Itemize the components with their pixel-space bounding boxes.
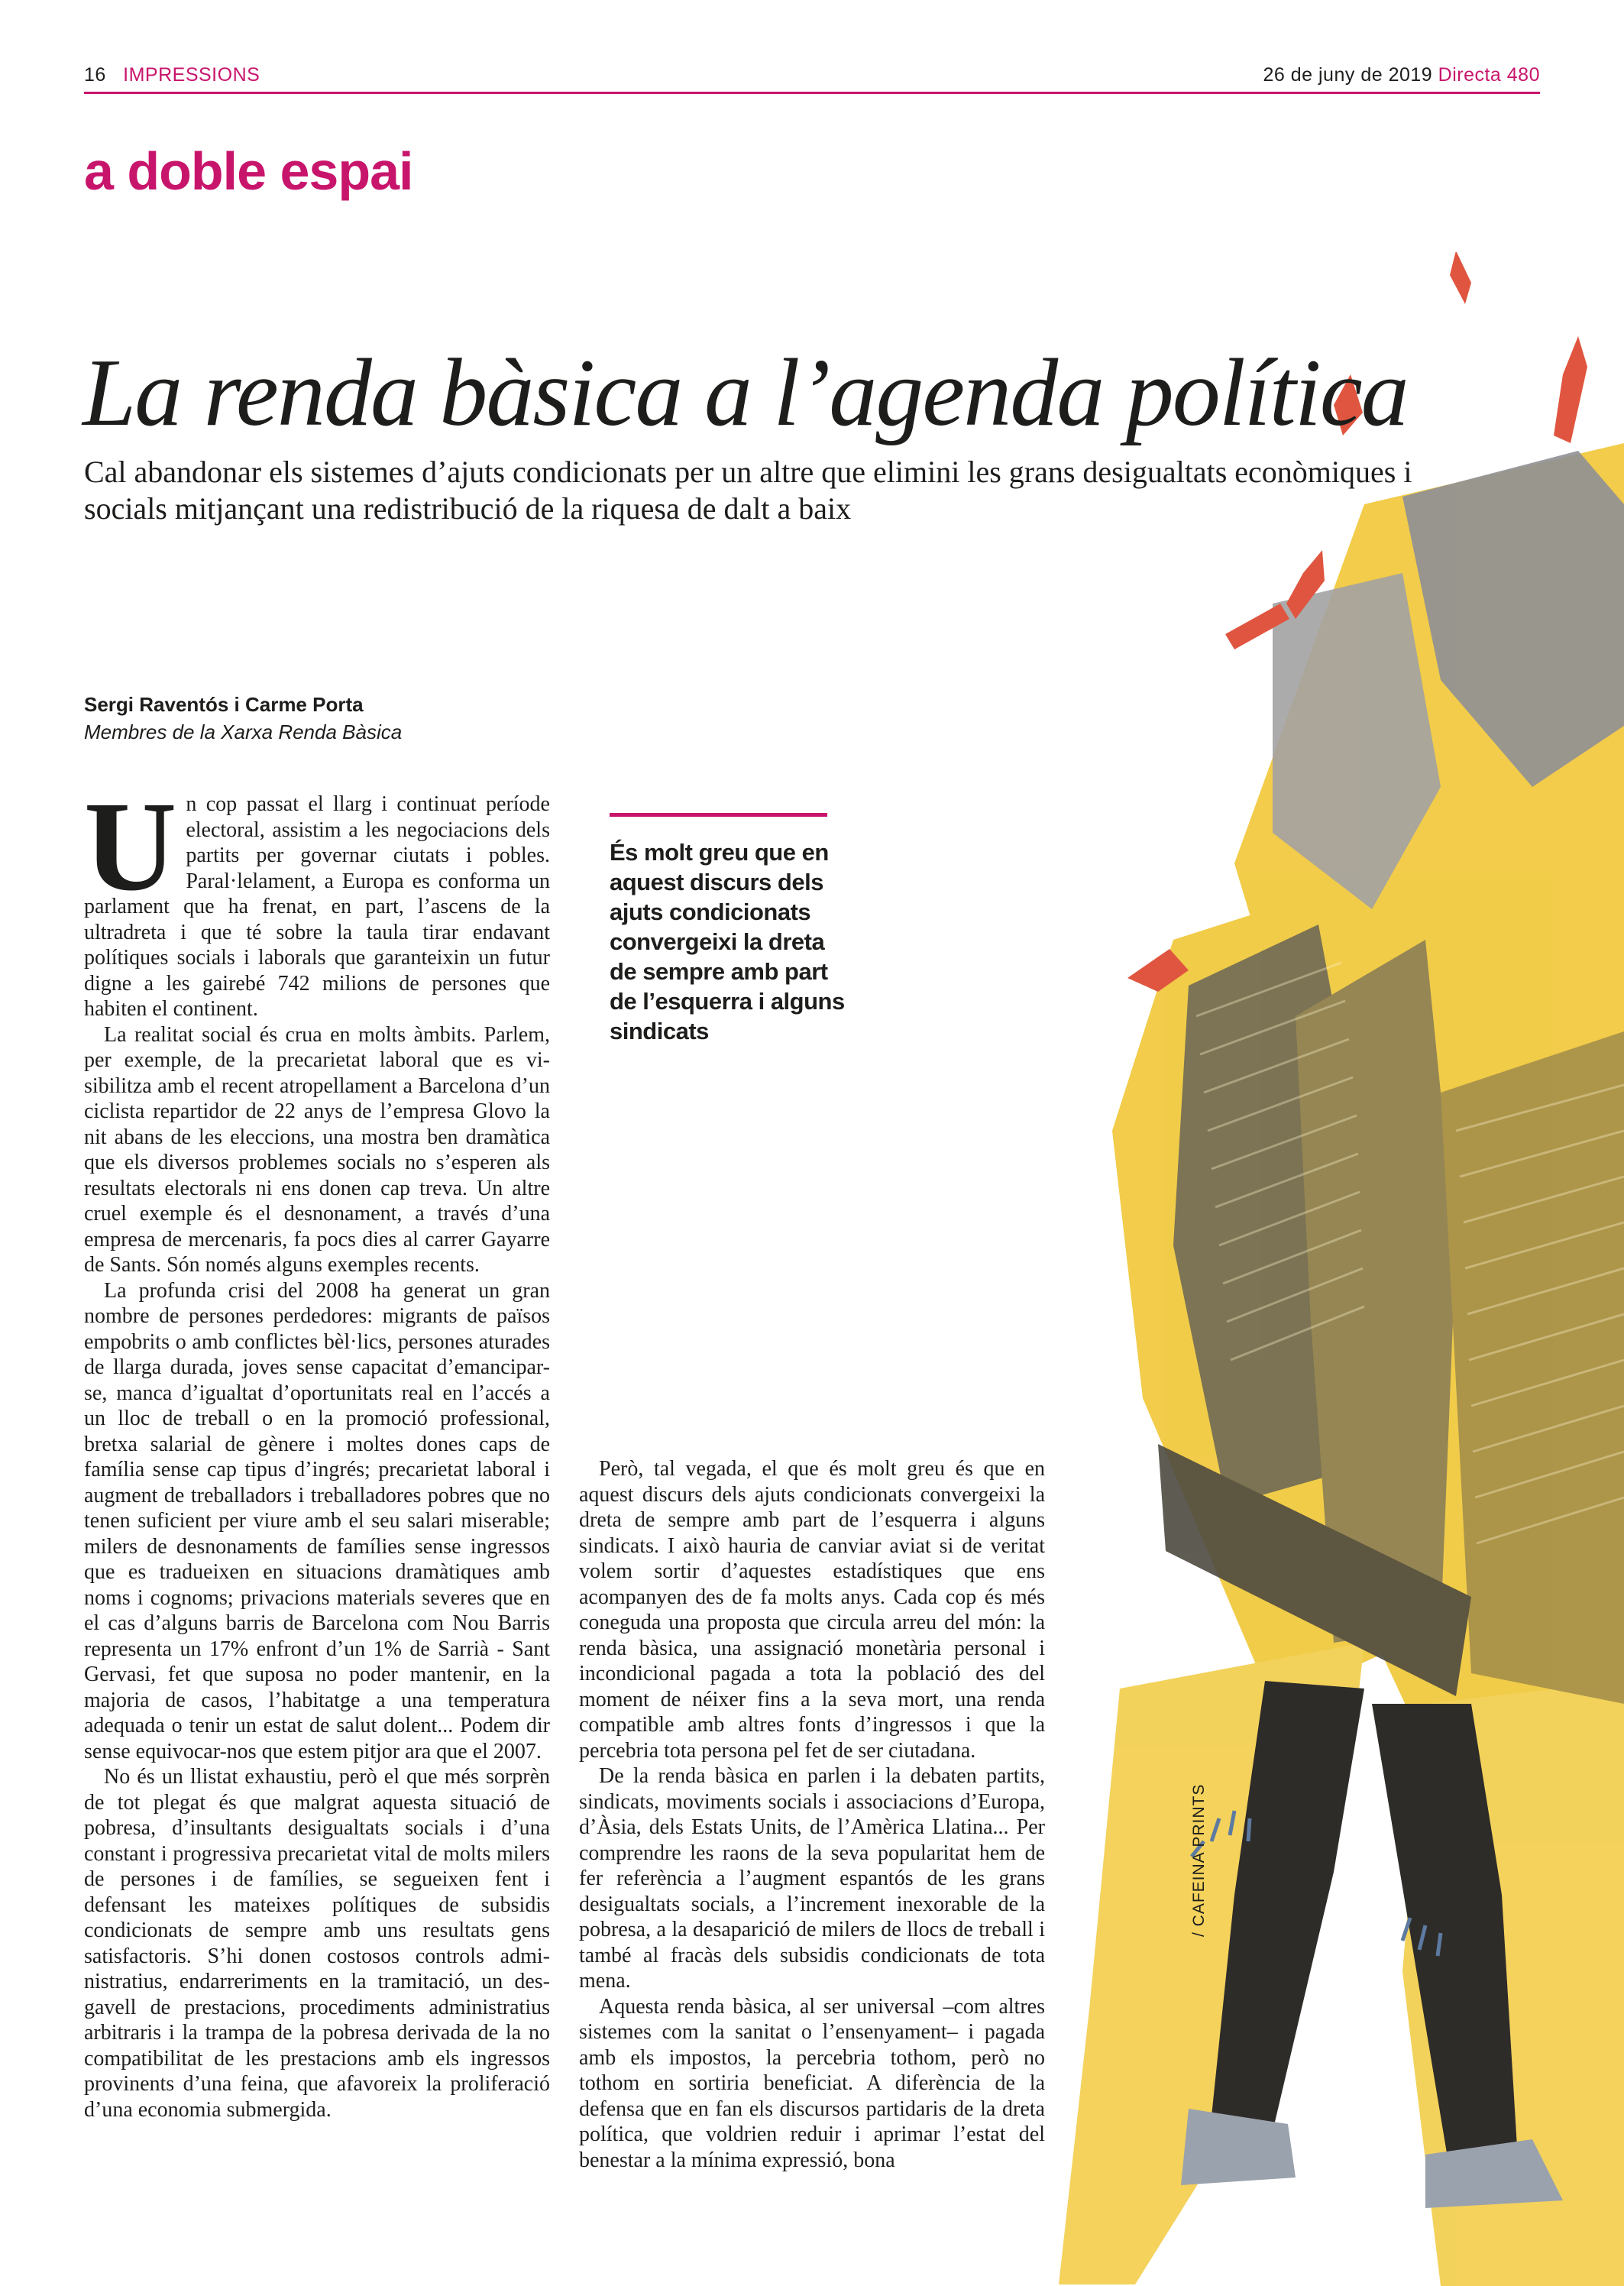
byline-authors: Sergi Raventós i Carme Porta bbox=[84, 693, 364, 716]
page-number: 16 bbox=[84, 64, 106, 86]
article-paragraph: No és un llistat exhaustiu, però el que més sorprèn de tot plegat és que malgrat aquesta situació de pobresa, d’insultants desigualtats socials i d’una constant i progressiva precarietat vital de molts milers de persones i de famílies, se segueixen fent i defensant les mateixes polítiques de subsidis condicionats de sempre amb uns resultats gens satisfactoris. S’hi donen costosos controls administratius, endarreriments en la tramitació, un desgavell de prestacions, procediments administratius arbitraris i la trampa de la pobresa derivada de la no compatibilitat de les prestacions amb els ingressos provinents d’una feina, que afavoreix la proliferació d’una economia submergida. bbox=[84, 1765, 550, 2122]
page-folio bbox=[84, 64, 260, 86]
header-rule bbox=[84, 92, 1540, 94]
pull-quote-rule bbox=[610, 813, 827, 817]
pull-quote: És molt greu que en aquest discurs dels ajuts condicionats convergeixi la dreta de sempre amb part de l’esquerra i alguns sindicats bbox=[610, 839, 845, 1044]
byline bbox=[84, 691, 402, 746]
article-paragraph: Aquesta renda bàsica, al ser universal –com altres sistemes com la sanitat o l’ensenyament– i pagada amb els impostos, la percebria tothom, però no tothom en sortiria beneficiat. A diferència de la defensa que en fan els discursos partidaris de la dreta política, que voldrien reduir i aprimar l’estat del benestar a la mínima expressió, bona bbox=[579, 1994, 1045, 2172]
byline-role: Membres de la Xarxa Renda Bàsica bbox=[84, 720, 403, 743]
issue-date: 26 de juny de 2019 bbox=[1263, 64, 1433, 86]
section-title: a doble espai bbox=[84, 141, 413, 201]
section-label: IMPRESSIONS bbox=[123, 64, 260, 86]
publication-name: Directa 480 bbox=[1438, 64, 1540, 86]
article-column-1 bbox=[84, 775, 550, 2122]
drop-cap: U bbox=[84, 775, 177, 918]
issue-info bbox=[1263, 64, 1541, 86]
article-paragraph: La realitat social és crua en molts àmbits. Parlem, per exemple, de la precarietat laboral que es visibilitza amb el recent atropellament a Barcelona d’un ciclista repartidor de 22 anys de l’empresa Glovo la nit abans de les eleccions, una mostra ben dramàtica que els diversos problemes socials no s’esperen als resultats electorals ni ens donen cap treva. Un altre cruel exemple és el desnonament, a través d’una empresa de mercenaris, fa pocs dies al carrer Gayarre de Sants. Són només alguns exemples recents. bbox=[84, 1022, 550, 1277]
article-paragraph: La profunda crisi del 2008 ha generat un gran nombre de persones perdedores: migrants de països empobrits o amb conflictes bèl·lics, persones aturades de llarga durada, joves sense capacitat d’emancipar-se, manca d’igualtat d’oportunitats real en l’accés a un lloc de treball o en la promoció professional, bretxa salarial de gènere i moltes dones caps de família sense cap tipus d’ingrés; precarietat laboral i augment de treballadors i treballadores pobres que no tenen suficient per viure amb el seu salari miserable; milers de desnonaments de famílies sense ingressos que es tradueixen en situacions dramàtiques amb noms i cognoms; privacions materials severes que en el cas d’alguns barris de Barcelona com Nou Barris representa un 17% enfront d’un 1% de Sarrià - Sant Gervasi, fet que suposa no poder mantenir, en la majoria de casos, l’habitatge a una temperatura adequada o tenir un estat de salut dolent... Podem dir sense equivocar-nos que estem pitjor ara que el 2007. bbox=[84, 1278, 550, 1763]
article-paragraph: De la renda bàsica en parlen i la debaten partits, sindicats, moviments socials i associacions d’Europa, d’Àsia, dels Estats Units, de l’Amèrica Llatina... Per comprendre les raons de la seva popularitat hem de fer referència a l’augment espantós de les grans desigualtats socials, a l’increment inexorable de la pobresa, a la desaparició de milers de llocs de treball i també al fracàs dels subsidis condicionats de tota mena. bbox=[579, 1764, 1045, 1993]
illustration-shoe bbox=[1181, 2109, 1296, 2185]
illustration-credit: / CAFEINA PRINTS bbox=[1190, 1783, 1208, 1937]
illustration-bird bbox=[1450, 252, 1471, 304]
illustration bbox=[1043, 252, 1624, 2286]
article-paragraph: Però, tal vegada, el que és molt greu és que en aquest discurs dels ajuts condicionats convergeixi la dreta de sempre amb part de l’esquerra i alguns sindicats. I això hauria de canviar aviat si de veritat volem sortir d’aquestes estadístiques que ens acompanyen des de fa molts anys. Cada cop és més coneguda una proposta que circula arreu del món: la renda bàsica, una assignació monetària personal i incondicional pagada a tota la població des del moment de néixer fins a la seva mort, una renda compatible amb altres fonts d’ingressos i que la percebria tota persona pel fet de ser ciutadana. bbox=[579, 1457, 1045, 1763]
illustration-bird bbox=[1554, 336, 1587, 443]
article-paragraph: Un cop passat el llarg i continuat període electoral, assistim a les negociacions dels partits per governar ciutats i pobles. Paral·lelament, a Europa es conforma un parlament que ha frenat, en part, l’ascens de la ultradreta i que té sobre la taula tirar endavant polítiques socials i laborals que garanteixin un futur digne a les gairebé 742 milions de persones que habiten el continent. bbox=[84, 775, 550, 1021]
article-headline: La renda bàsica a l’agenda política bbox=[82, 340, 1408, 446]
article-column-2 bbox=[579, 1456, 1045, 2173]
article-standfirst: Cal abandonar els sistemes d’ajuts condicionats per un altre que elimini les grans desigualtats econòmiques i socials mitjançant una redistribució de la riquesa de dalt a baix bbox=[84, 455, 1412, 526]
